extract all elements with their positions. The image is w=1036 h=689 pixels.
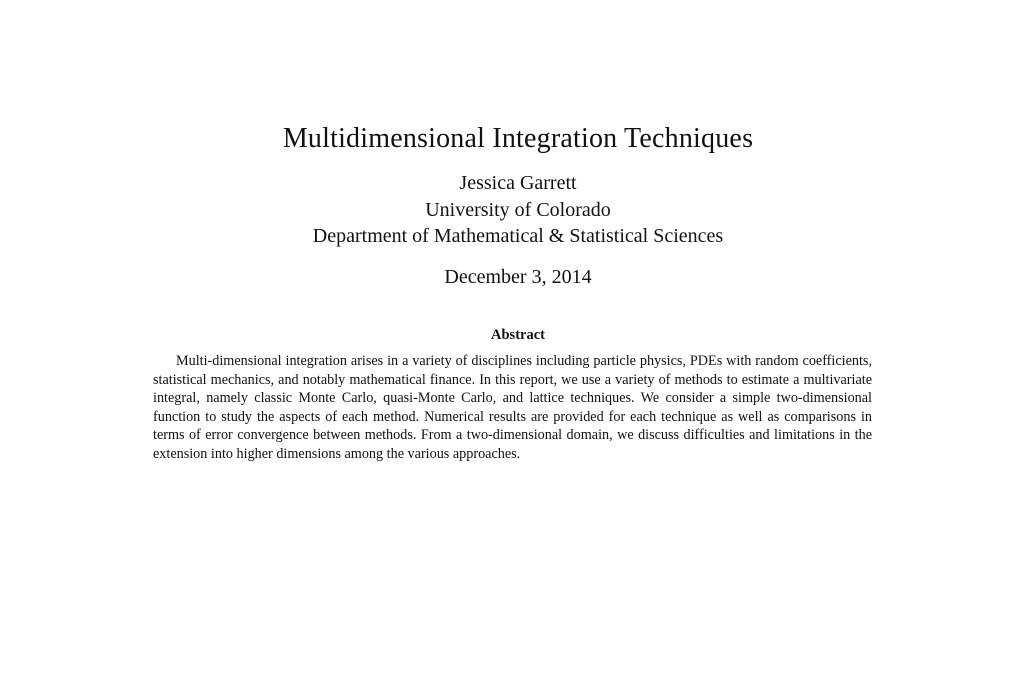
author-affiliation: University of Colorado (425, 198, 611, 221)
author-department: Department of Mathematical & Statistical Sciences (312, 225, 724, 247)
abstract-heading: Abstract (491, 327, 545, 343)
paper-title: Multidimensional Integration Techniques (282, 123, 754, 154)
abstract-text: Multi-dimensional integration arises in a variety of disciplines including particle physics, PDEs with random coefficients, statistical mechanics, and notably mathematical finance. In this report, we use a variety of methods to estimate a multivariate integral, namely classic Monte Carlo, quasi-Monte Carlo, and lattice techniques. We consider a simple two-dimensional function to study the aspects of each method. Numerical results are provided for each technique as well as comparisons in terms of error convergence between methods. From a two-dimensional domain, we discuss difficulties and limitations in the extension into higher dimensions among the various approaches. (153, 353, 872, 462)
paper-date: December 3, 2014 (444, 266, 592, 288)
author-block (0, 170, 1036, 250)
author-name: Jessica Garrett (459, 172, 577, 194)
